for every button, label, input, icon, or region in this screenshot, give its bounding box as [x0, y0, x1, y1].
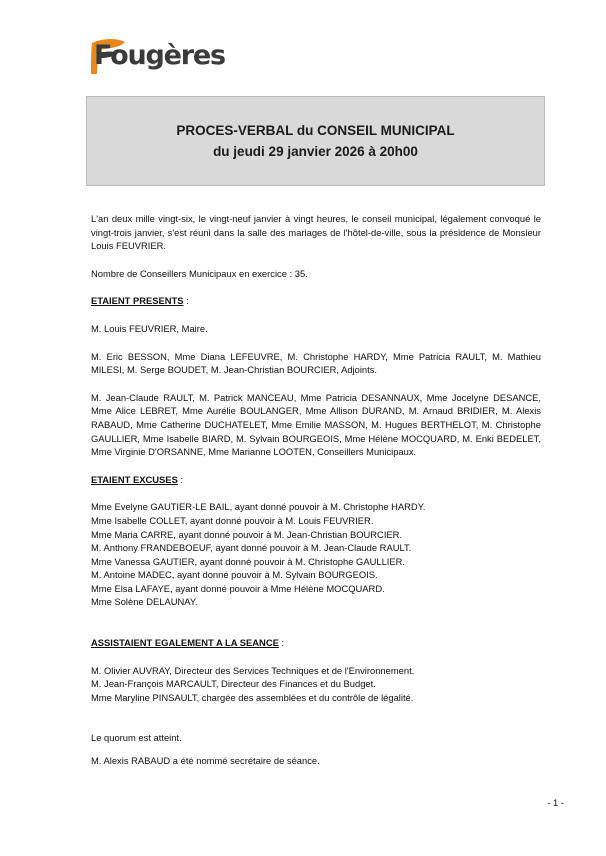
excuses-list: [91, 500, 541, 609]
list-item: Mme Vanessa GAUTIER, ayant donné pouvoir à M. Christophe GAULLIER.: [91, 555, 406, 567]
excuses-heading: [91, 473, 541, 487]
councillors-paragraph: M. Jean-Claude RAULT, M. Patrick MANCEAU, Mme Patricia DESANNAUX, Mme Jocelyne DESANCE, Mme Alice LEBRET, Mme Aurélie BOULANGER, Mme Allison DURAND, M. Arnaud BRIDIER, M. Alexis RABAUD, Mme Catherine DUCHATELET, Mme Emilie MASSON, M. Hugues BERTHELOT, M. Christophe GAULLIER, Mme Isabelle BIARD, M. Sylvain BOURGEOIS, Mme Hélène MOCQUARD, M. Enki BEDELET, Mme Virginie D'ORSANNE, Mme Marianne LOOTEN, Conseillers Municipaux.: [91, 391, 541, 458]
excuses-heading-text: ETAIENT EXCUSES: [91, 473, 178, 485]
document-body: [91, 212, 541, 768]
page-number: - 1 -: [547, 797, 564, 808]
list-item: M. Olivier AUVRAY, Directeur des Services Techniques et de l'Environnement.: [91, 664, 415, 676]
list-item: M. Jean-François MARCAULT, Directeur des Finances et du Budget.: [91, 678, 376, 690]
title-box: [86, 96, 545, 186]
list-item: M. Antoine MADEC, ayant donné pouvoir à M. Sylvain BOURGEOIS.: [91, 569, 378, 581]
list-item: Mme Maria CARRE, ayant donné pouvoir à M. Jean-Christian BOURCIER.: [91, 528, 403, 540]
logo-text: Fougères: [94, 40, 225, 71]
fougeres-logo: [88, 36, 225, 76]
councillors-count: Nombre de Conseillers Municipaux en exercice : 35.: [91, 267, 308, 279]
assistants-list: [91, 664, 541, 705]
presents-heading-suffix: :: [183, 295, 189, 307]
mayor-line: M. Louis FEUVRIER, Maire.: [91, 322, 208, 334]
list-item: Mme Elsa LAFAYE, ayant donné pouvoir à Mme Hélène MOCQUARD.: [91, 582, 385, 594]
quorum-line: Le quorum est atteint.: [91, 732, 182, 744]
assistants-heading-suffix: :: [278, 637, 285, 649]
document-title: PROCES-VERBAL du CONSEIL MUNICIPAL: [176, 123, 455, 138]
list-item: Mme Maryline PINSAULT, chargée des assemblées et du contrôle de légalité.: [91, 691, 414, 703]
assistants-heading: [91, 636, 541, 650]
list-item: Mme Isabelle COLLET, ayant donné pouvoir à M. Louis FEUVRIER.: [91, 514, 374, 526]
intro-paragraph: L'an deux mille vingt-six, le vingt-neuf janvier à vingt heures, le conseil municipal, légalement convoqué le vingt-trois janvier, s'est réuni dans la salle des mariages de l'hôtel-de-ville, sous la présidence de Monsieur Louis FEUVRIER.: [91, 213, 541, 252]
list-item: M. Anthony FRANDEBOEUF, ayant donné pouvoir à M. Jean-Claude RAULT.: [91, 542, 412, 554]
secretary-line: M. Alexis RABAUD a été nommé secrétaire de séance.: [91, 755, 320, 767]
list-item: Mme Solène DELAUNAY.: [91, 596, 198, 608]
adjoints-paragraph: M. Eric BESSON, Mme Diana LEFEUVRE, M. Christophe HARDY, Mme Patricia RAULT, M. Mathieu MILESI, M. Serge BOUDET, M. Jean-Christian BOURCIER, Adjoints.: [91, 350, 541, 376]
list-item: Mme Evelyne GAUTIER-LE BAIL, ayant donné pouvoir à M. Christophe HARDY.: [91, 501, 426, 513]
presents-heading: [91, 294, 541, 308]
document-date: du jeudi 29 janvier 2026 à 20h00: [213, 144, 418, 159]
excuses-heading-suffix: :: [177, 473, 184, 485]
assistants-heading-text: ASSISTAIENT EGALEMENT A LA SEANCE: [91, 637, 279, 649]
presents-heading-text: ETAIENT PRESENTS: [91, 295, 184, 307]
